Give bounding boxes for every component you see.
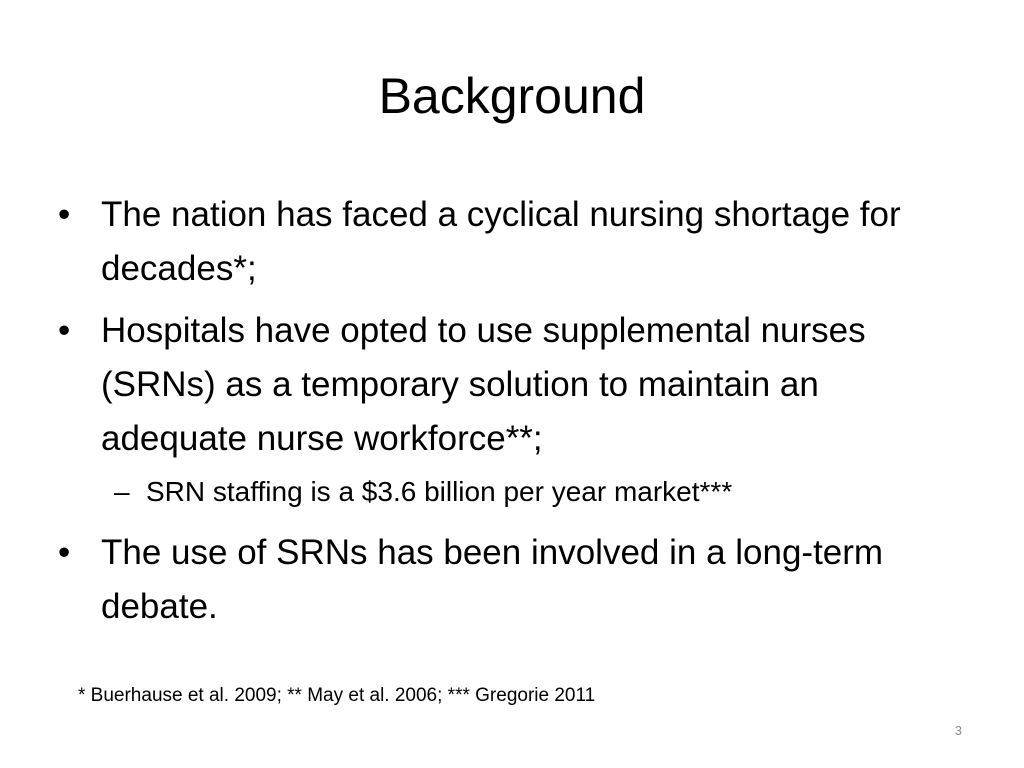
- bullet-marker: •: [58, 311, 71, 350]
- bullet-marker: •: [58, 195, 71, 234]
- sub-bullet-item: [58, 472, 958, 512]
- bullet-item: [58, 526, 958, 634]
- slide-title: Background: [378, 68, 646, 124]
- page-number: 3: [954, 723, 962, 738]
- bullet-text: Hospitals have opted to use supplemental nurses (SRNs) as a temporary solution to maintain an adequate nurse workforce**;: [101, 311, 866, 458]
- bullet-list: [58, 188, 958, 642]
- sub-bullet-text: SRN staffing is a $3.6 billion per year market***: [146, 476, 733, 507]
- sub-bullet-marker: –: [114, 476, 130, 507]
- bullet-marker: •: [58, 533, 71, 572]
- bullet-item: [58, 188, 958, 296]
- bullet-text: The use of SRNs has been involved in a long-term debate.: [101, 533, 884, 626]
- bullet-item: [58, 304, 958, 466]
- bullet-text: The nation has faced a cyclical nursing shortage for decades*;: [101, 195, 901, 288]
- footnote: * Buerhause et al. 2009; ** May et al. 2006; *** Gregorie 2011: [78, 685, 596, 706]
